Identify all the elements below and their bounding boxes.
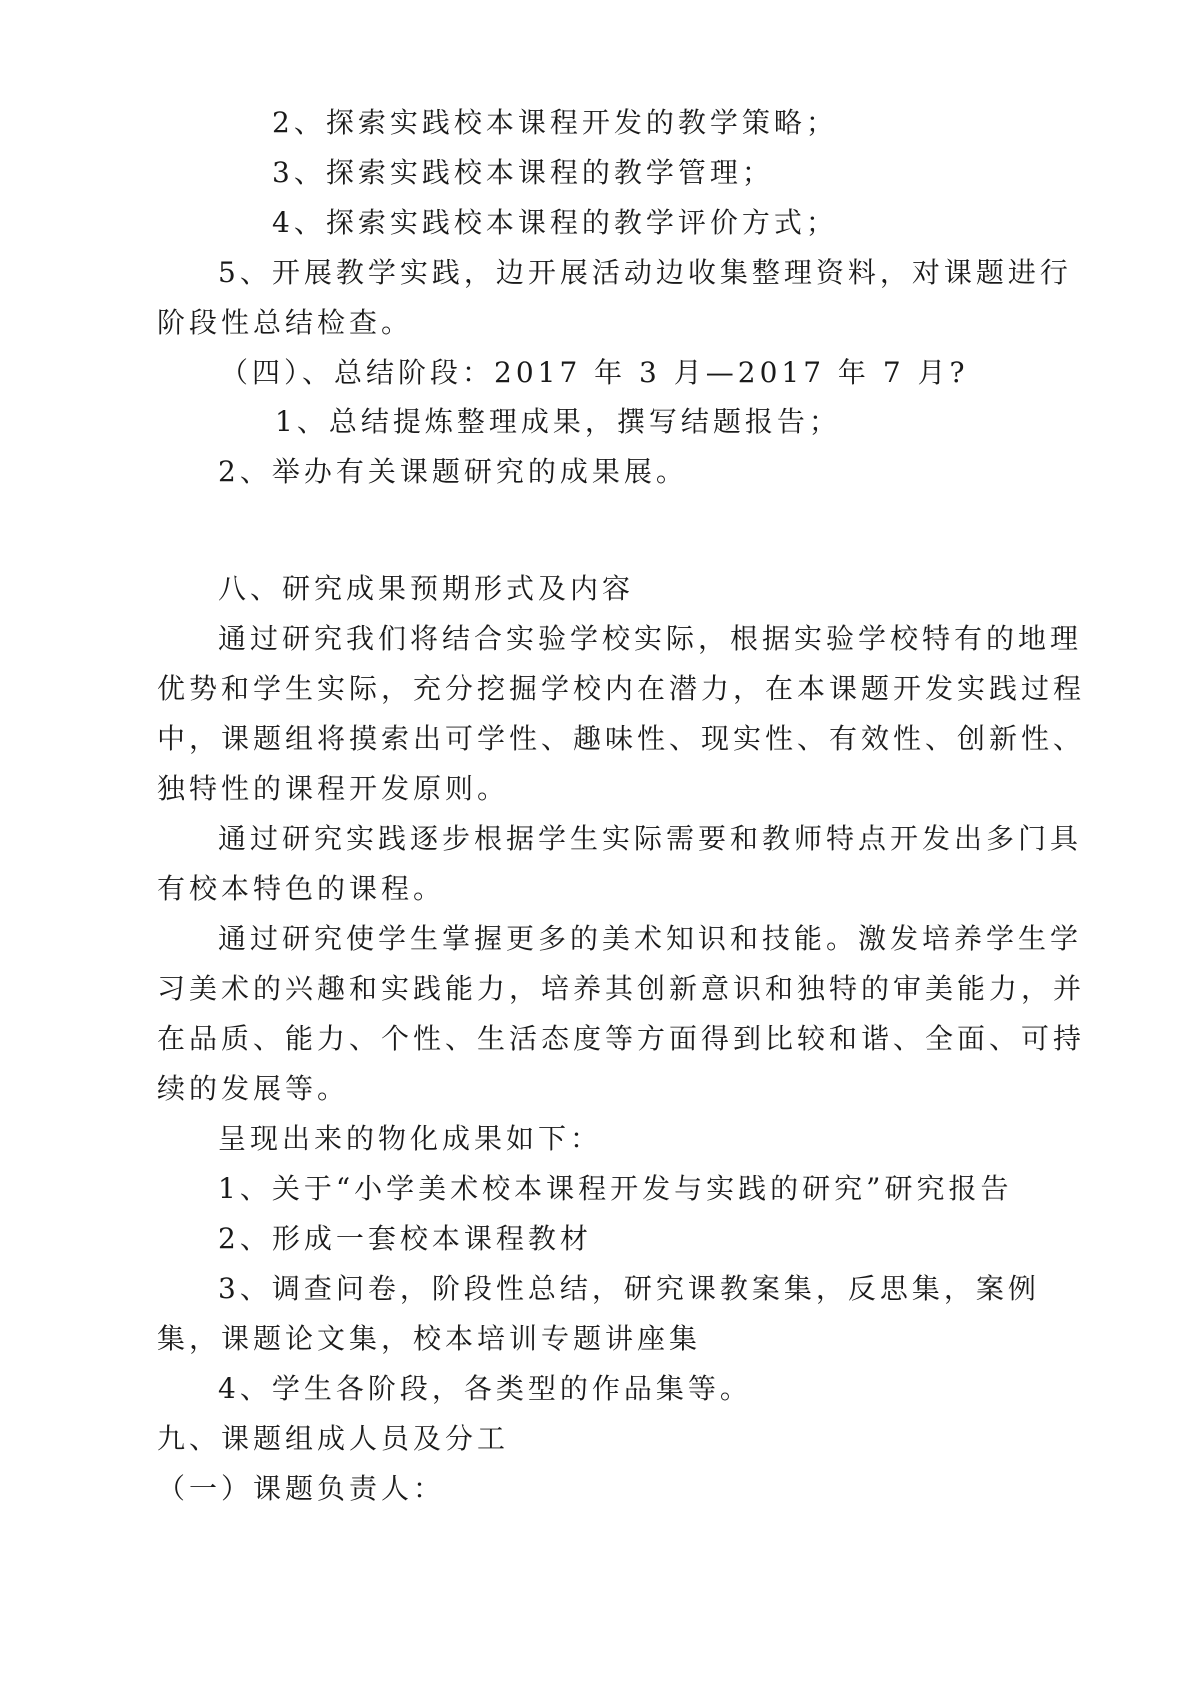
text-line: （四）、总结阶段：2017 年 3 月—2017 年 7 月? xyxy=(220,356,969,389)
text-line: 续的发展等。 xyxy=(157,1072,350,1105)
text-line: 在品质、能力、个性、生活态度等方面得到比较和谐、全面、可持 xyxy=(157,1022,1086,1055)
text-line: 中，课题组将摸索出可学性、趣味性、现实性、有效性、创新性、 xyxy=(157,722,1086,755)
text-line: 有校本特色的课程。 xyxy=(157,872,446,905)
text-line: 2、形成一套校本课程教材 xyxy=(218,1222,592,1255)
text-line: 独特性的课程开发原则。 xyxy=(157,772,510,805)
text-line: 2、探索实践校本课程开发的教学策略； xyxy=(272,106,838,139)
subsection-heading: （一）课题负责人： xyxy=(157,1472,446,1505)
text-line: 呈现出来的物化成果如下： xyxy=(218,1122,603,1155)
text-line: 5、开展教学实践，边开展活动边收集整理资料，对课题进行 xyxy=(218,256,1072,289)
text-line: 4、学生各阶段，各类型的作品集等。 xyxy=(218,1372,752,1405)
text-line: 2、举办有关课题研究的成果展。 xyxy=(218,455,688,488)
text-line: 3、调查问卷，阶段性总结，研究课教案集，反思集，案例 xyxy=(218,1272,1040,1305)
text-line: 通过研究使学生掌握更多的美术知识和技能。激发培养学生学 xyxy=(218,922,1083,955)
text-line: 习美术的兴趣和实践能力，培养其创新意识和独特的审美能力，并 xyxy=(157,972,1086,1005)
text-line: 4、探索实践校本课程的教学评价方式； xyxy=(272,206,838,239)
text-line: 通过研究实践逐步根据学生实际需要和教师特点开发出多门具 xyxy=(218,822,1083,855)
text-line: 集，课题论文集，校本培训专题讲座集 xyxy=(157,1322,702,1355)
section-heading: 八、研究成果预期形式及内容 xyxy=(218,572,635,605)
text-line: 优势和学生实际，充分挖掘学校内在潜力，在本课题开发实践过程 xyxy=(157,672,1086,705)
text-line: 1、总结提炼整理成果，撰写结题报告； xyxy=(275,405,841,438)
text-line: 通过研究我们将结合实验学校实际，根据实验学校特有的地理 xyxy=(218,622,1083,655)
section-heading: 九、课题组成人员及分工 xyxy=(157,1422,510,1455)
text-line: 阶段性总结检查。 xyxy=(157,306,414,339)
text-line: 1、关于“小学美术校本课程开发与实践的研究”研究报告 xyxy=(218,1172,1013,1205)
text-line: 3、探索实践校本课程的教学管理； xyxy=(272,156,774,189)
